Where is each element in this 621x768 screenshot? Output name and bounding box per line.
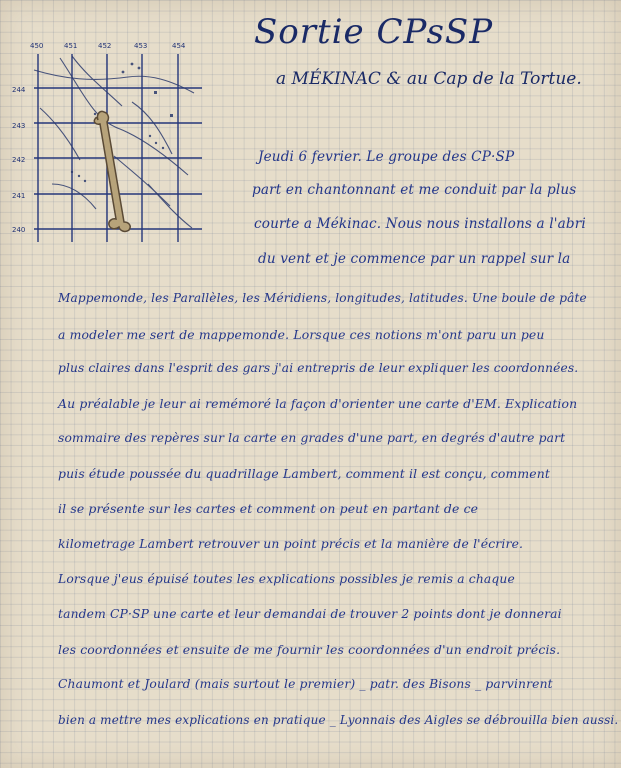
body-line-16: Chaumont et Joulard (mais surtout le premier) _ patr. des Bisons _ parvinrent bbox=[58, 677, 553, 691]
body-line-2: part en chantonnant et me conduit par la plus bbox=[252, 182, 577, 198]
body-line-7: plus claires dans l'esprit des gars j'ai entrepris de leur expliquer les coordonnées. bbox=[58, 361, 579, 375]
bone-drawing bbox=[94, 111, 130, 231]
map-top-label-1: 451 bbox=[64, 42, 78, 50]
body-line-1: Jeudi 6 fevrier. Le groupe des CP·SP bbox=[258, 149, 515, 165]
body-line-11: il se présente sur les cartes et comment on peut en partant de ce bbox=[58, 501, 479, 516]
map-sketch-drawing bbox=[12, 34, 210, 246]
map-sketch bbox=[12, 34, 210, 246]
body-line-9: sommaire des repères sur la carte en grades d'une part, en degrés d'autre part bbox=[58, 431, 566, 445]
map-top-label-3: 453 bbox=[134, 42, 148, 50]
body-line-15: les coordonnées et ensuite de me fournir les coordonnées d'un endroit précis. bbox=[58, 642, 561, 657]
body-line-14: tandem CP·SP une carte et leur demandai de trouver 2 points dont je donnerai bbox=[58, 607, 562, 621]
map-left-label-4: 240 bbox=[12, 226, 26, 234]
map-left-label-0: 244 bbox=[12, 86, 26, 94]
body-line-13: Lorsque j'eus épuisé toutes les explications possibles je remis a chaque bbox=[58, 572, 515, 586]
body-line-12: kilometrage Lambert retrouver un point précis et la manière de l'écrire. bbox=[58, 536, 524, 551]
body-line-3: courte a Mékinac. Nous nous installons a l'abri bbox=[254, 216, 586, 232]
map-left-label-3: 241 bbox=[12, 192, 26, 200]
body-line-17: bien a mettre mes explications en pratique _ Lyonnais des Aigles se débrouilla bien aussi. bbox=[58, 713, 619, 727]
map-left-label-2: 242 bbox=[12, 156, 26, 164]
body-line-10: puis étude poussée du quadrillage Lambert, comment il est conçu, comment bbox=[58, 466, 551, 481]
page-subtitle: a MÉKINAC & au Cap de la Tortue. bbox=[276, 69, 582, 89]
map-top-label-0: 450 bbox=[30, 42, 44, 50]
map-left-label-1: 243 bbox=[12, 122, 26, 130]
page-title: Sortie CPsSP bbox=[254, 12, 494, 52]
map-top-label-4: 454 bbox=[172, 42, 186, 50]
body-line-4: du vent et je commence par un rappel sur la bbox=[258, 251, 571, 267]
map-top-label-2: 452 bbox=[98, 42, 112, 50]
body-line-5: Mappemonde, les Parallèles, les Méridiens, longitudes, latitudes. Une boule de pâte bbox=[58, 291, 587, 305]
body-line-8: Au préalable je leur ai remémoré la façon d'orienter une carte d'EM. Explication bbox=[58, 396, 578, 411]
body-line-6: a modeler me sert de mappemonde. Lorsque ces notions m'ont paru un peu bbox=[58, 327, 545, 342]
